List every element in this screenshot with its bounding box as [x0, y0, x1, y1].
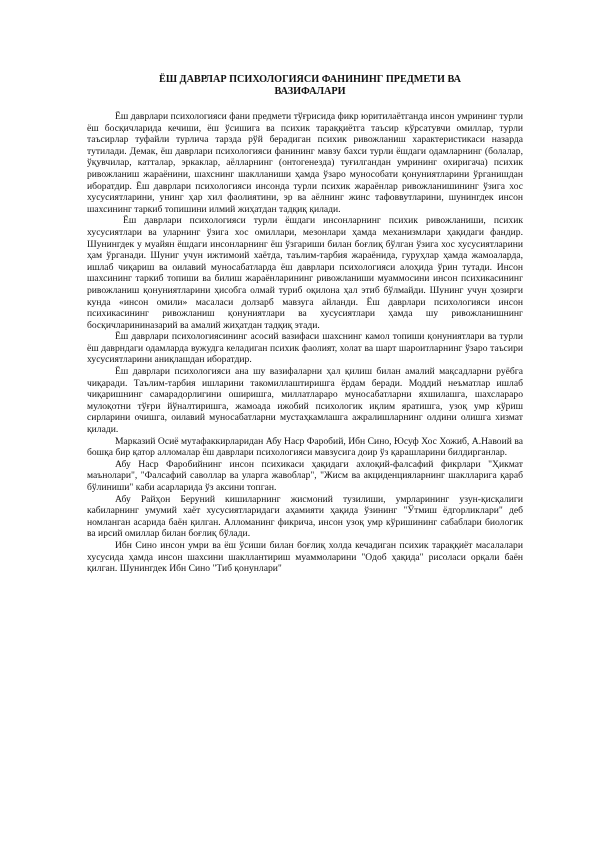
title-line-2: ВАЗИФАЛАРИ [274, 86, 346, 97]
document-title [87, 74, 523, 98]
paragraph-7: Абу Райҳон Беруний кишиларнинг жисмоний тузилиши, умрларининг узун-қисқалиги кабиларнинг умумий хаёт хусусиятларидаги аҳамияти ҳақида ўзининг "Ўтмиш ёдгорликлари" деб номланган асарида баён қилган. Алломанинг фикрича, инсон узоқ умр кўришининг сабаблари биологик ва ирсий омиллар билан боғлиқ бўлади. [87, 493, 523, 540]
paragraph-8: Ибн Сино инсон умри ва ёш ўсиши билан боғлиқ холда кечадиган психик тараққиёт масалалари хусусида ҳамда инсон шахсини шакллантириш муаммоларини "Одоб ҳақида" рисоласи орқали баён қилган. Шунингдек Ибн Сино "Тиб қонунлари" [87, 539, 523, 575]
paragraph-5: Марказий Осиё мутафаккирларидан Абу Наср Фаробий, Ибн Сино, Юсуф Хос Хожиб, А.Навоий ва бошқа бир қатор алломалар ёш даврлари психологияси мавзусига доир ўз қарашларини билдирганлар. [87, 435, 523, 459]
paragraph-2: Ёш даврлари психологияси турли ёшдаги инсонларнинг психик ривожланиши, психик хусусиятлари ва уларнинг ўзига хос омиллари, мезонлари ҳамда механизмлари ҳақидаги фандир. Шунингдек у муайян ёшдаги инсонларнинг ёш ўзгариши билан боғлиқ бўлган ўзига хос хусусиятларини ҳам ўрганади. Шуниг учун ижтимоий хаётда, таълим-тарбия жараёнида, гуруҳлар ҳамда жамоаларда, ишлаб чиқариш ва оилавий муносабатларда ёш даврлари психологияси алоҳида ўрин тутади. Инсон шахсининг таркиб топиши ва билиш жараёнларининг ривожланиши муаммосини инсон психикасининг ривожланиш қонуниятларини ҳисобга олмай туриб оқилона ҳал этиб бўлмайди. Шунинг учун ҳозирги кунда «инсон омили» масаласи долзарб мавзуга айланди. Ёш даврлари психологияси инсон психикасининг ривожланиш қонуниятлари ва хусусиятлари ҳамда шу ривожланишнинг босқичларининазарий ва амалий жиҳатдан тадқиқ этади. [87, 215, 523, 331]
paragraph-1: Ёш даврлари психологияси фани предмети тўғрисида фикр юритилаётганда инсон умрининг турли ёш босқичларида кечиши, ёш ўсишига ва психик тараққиётга таъсир кўрсатувчи омиллар, турли таъсирлар туфайли турлича тарзда рўй берадиган психик ривожланиш характеристикаси назарда тутилади. Демак, ёш даврлари психологияси фанининг мавзу бахси турли ёшдаги одамларнинг (болалар, ўқувчилар, катталар, эркаклар, аёлларнинг (онтогенезда) туғилгандан умрининг охиригача) психик ривожланиш жараёнини, шахснинг шаклланиши ҳамда ўзаро мунособати қонуниятларини ўрганишдан иборатдир. Ёш даврлари психологияси инсонда турли психик жараёнлар ривожланишининг ўзига хос хусусиятларини, унинг ҳар хил фаолиятини, эр ва аёлнинг жинс тафоввутларини, шунингдек инсон шахсининг таркиб топишини илмий жиҳатдан тадқиқ қилади. [87, 111, 523, 215]
title-line-1: ЁШ ДАВРЛАР ПСИХОЛОГИЯСИ ФАНИНИНГ ПРЕДМЕТИ ВА [159, 74, 461, 85]
document-page [87, 74, 523, 575]
paragraph-4: Ёш даврлари психологияси ана шу вазифаларни ҳал қилиш билан амалий мақсадларни руёбга чиқаради. Таълим-тарбия ишларини такомиллаштиришга ёрдам беради. Моддий неъматлар ишлаб чиқаришнинг самарадорлигини оширишга, миллатлараро муносабатларни яхшилашга, шахсларaро мулоқотни тўғри йўналтиришга, жамоада ижобий психологик иқлим яратишга, узоқ умр кўриш сирларини очишга, оилавий муносабатларни мустаҳкамлашга ажралишларнинг олдини олишга хизмат қилади. [87, 366, 523, 436]
paragraph-3: Ёш даврлари психологиясининг асосий вазифаси шахснинг камол топиши қонуниятлари ва турли ёш даврндаги одамларда вужудга келадиган психик фаолият, холат ва шарт шароитларнинг ўзаро таъсири хусусиятларини аниқлашдан иборатдир. [87, 331, 523, 366]
paragraph-6: Абу Наср Фаробийнинг инсон психикаси ҳақидаги ахлоқий-фалсафий фикрлари "Ҳикмат маънолари", "Фалсафий саволлар ва уларга жавоблар", "Жисм ва акциденцияларнинг шаклларига қараб бўлиниши" каби асарларида ўз аксини топган. [87, 458, 523, 493]
